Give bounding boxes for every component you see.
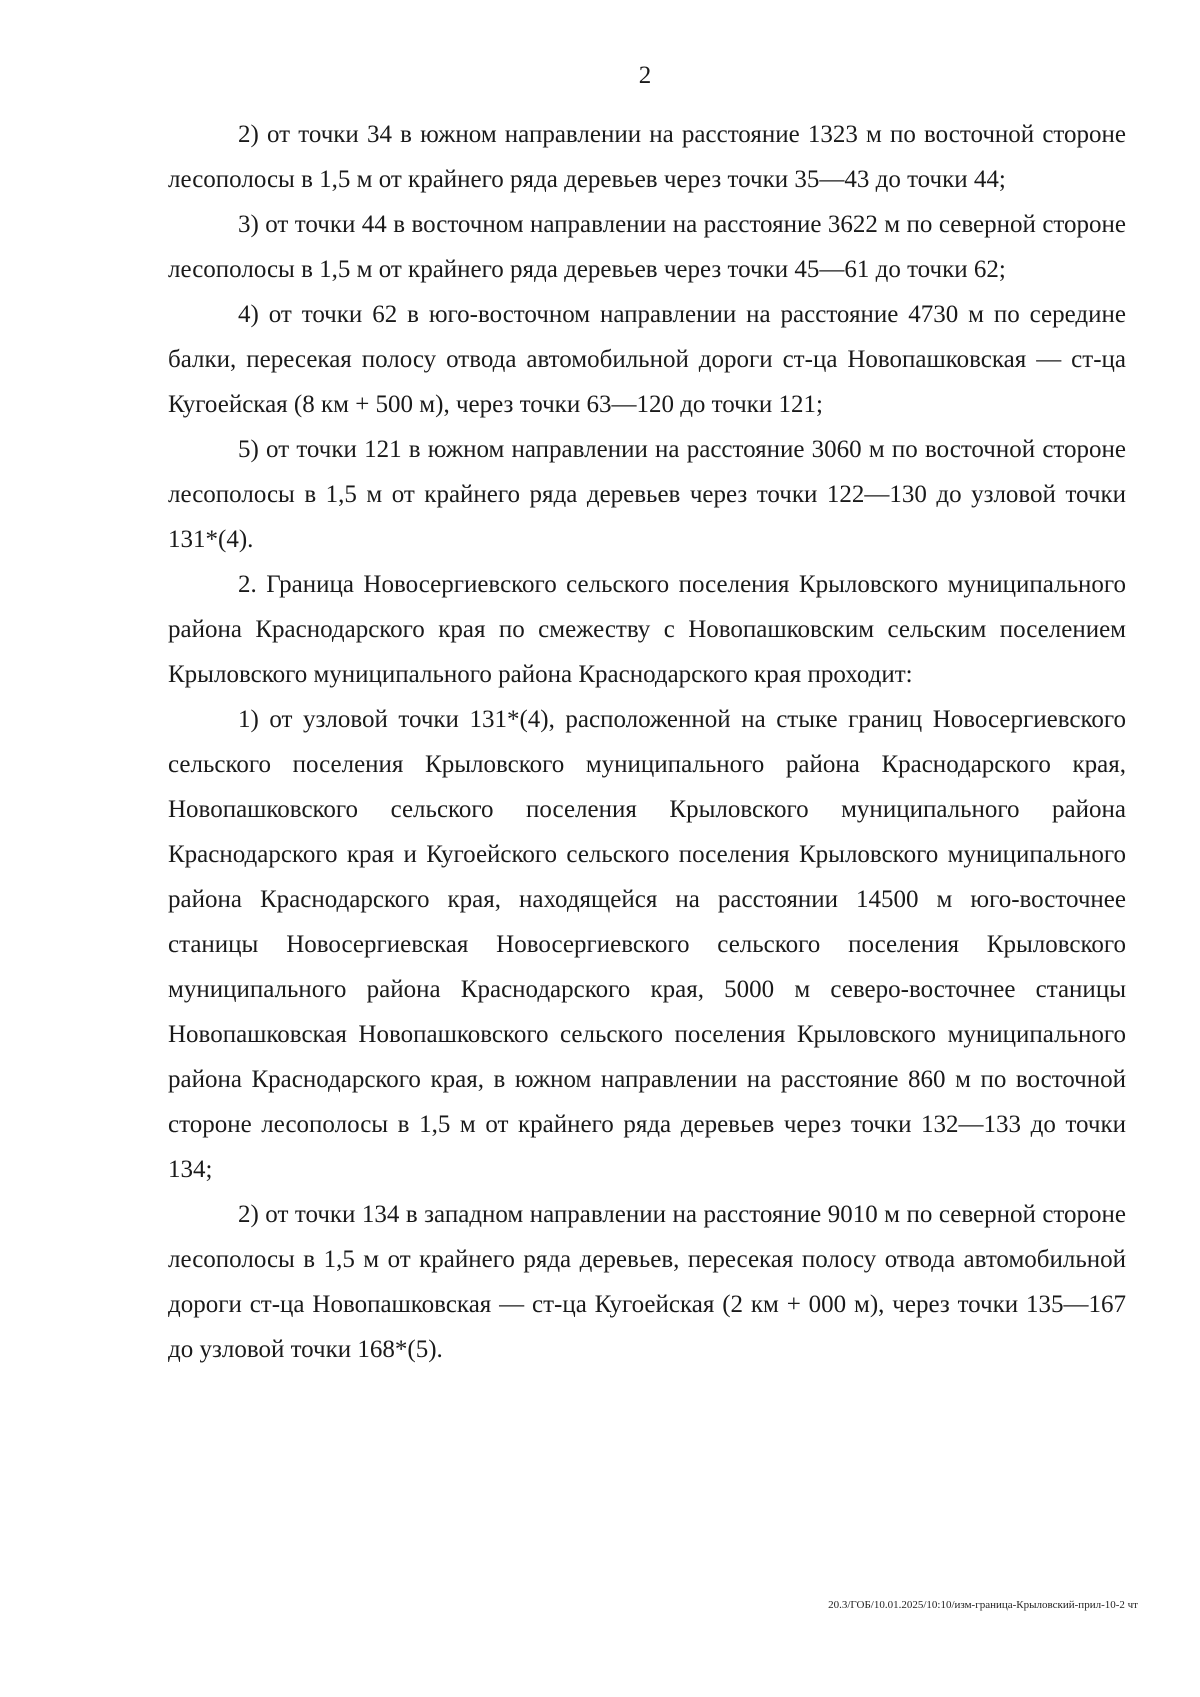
paragraph-item-4: 4) от точки 62 в юго-восточном направлении на расстояние 4730 м по середине балки, пересекая полосу отвода автомобильной дороги ст-ца Новопашковская — ст-ца Кугоейская (8 км + 500 м), через точки 63—120 до точки 121; bbox=[168, 301, 1126, 418]
document-body bbox=[168, 112, 1126, 1372]
document-footer-code: 20.3/ГОБ/10.01.2025/10:10/изм-граница-Крыловский-прил-10-2 чт bbox=[828, 1599, 1138, 1611]
paragraph-item-3: 3) от точки 44 в восточном направлении на расстояние 3622 м по северной стороне лесополосы в 1,5 м от крайнего ряда деревьев через точки 45—61 до точки 62; bbox=[168, 211, 1126, 283]
paragraph-item-2: 2) от точки 34 в южном направлении на расстояние 1323 м по восточной стороне лесополосы в 1,5 м от крайнего ряда деревьев через точки 35—43 до точки 44; bbox=[168, 121, 1126, 193]
paragraph-section-2-item-1: 1) от узловой точки 131*(4), расположенной на стыке границ Новосергиевского сельского поселения Крыловского муниципального района Краснодарского края, Новопашковского сельского поселения Крыловского муниципального района Краснодарского края и Кугоейского сельского поселения Крыловского муниципального района Краснодарского края, находящейся на расстоянии 14500 м юго-восточнее станицы Новосергиевская Новосергиевского сельского поселения Крыловского муниципального района Краснодарского края, 5000 м северо-восточнее станицы Новопашковская Новопашковского сельского поселения Крыловского муниципального района Краснодарского края, в южном направлении на расстояние 860 м по восточной стороне лесополосы в 1,5 м от крайнего ряда деревьев через точки 132—133 до точки 134; bbox=[168, 706, 1126, 1183]
paragraph-section-2-item-2: 2) от точки 134 в западном направлении на расстояние 9010 м по северной стороне лесополосы в 1,5 м от крайнего ряда деревьев, пересекая полосу отвода автомобильной дороги ст-ца Новопашковская — ст-ца Кугоейская (2 км + 000 м), через точки 135—167 до узловой точки 168*(5). bbox=[168, 1201, 1126, 1363]
paragraph-section-2: 2. Граница Новосергиевского сельского поселения Крыловского муниципального района Краснодарского края по смежеству с Новопашковским сельским поселением Крыловского муниципального района Краснодарского края проходит: bbox=[168, 571, 1126, 688]
page-number: 2 bbox=[638, 62, 652, 89]
paragraph-item-5: 5) от точки 121 в южном направлении на расстояние 3060 м по восточной стороне лесополосы в 1,5 м от крайнего ряда деревьев через точки 122—130 до узловой точки 131*(4). bbox=[168, 436, 1126, 553]
